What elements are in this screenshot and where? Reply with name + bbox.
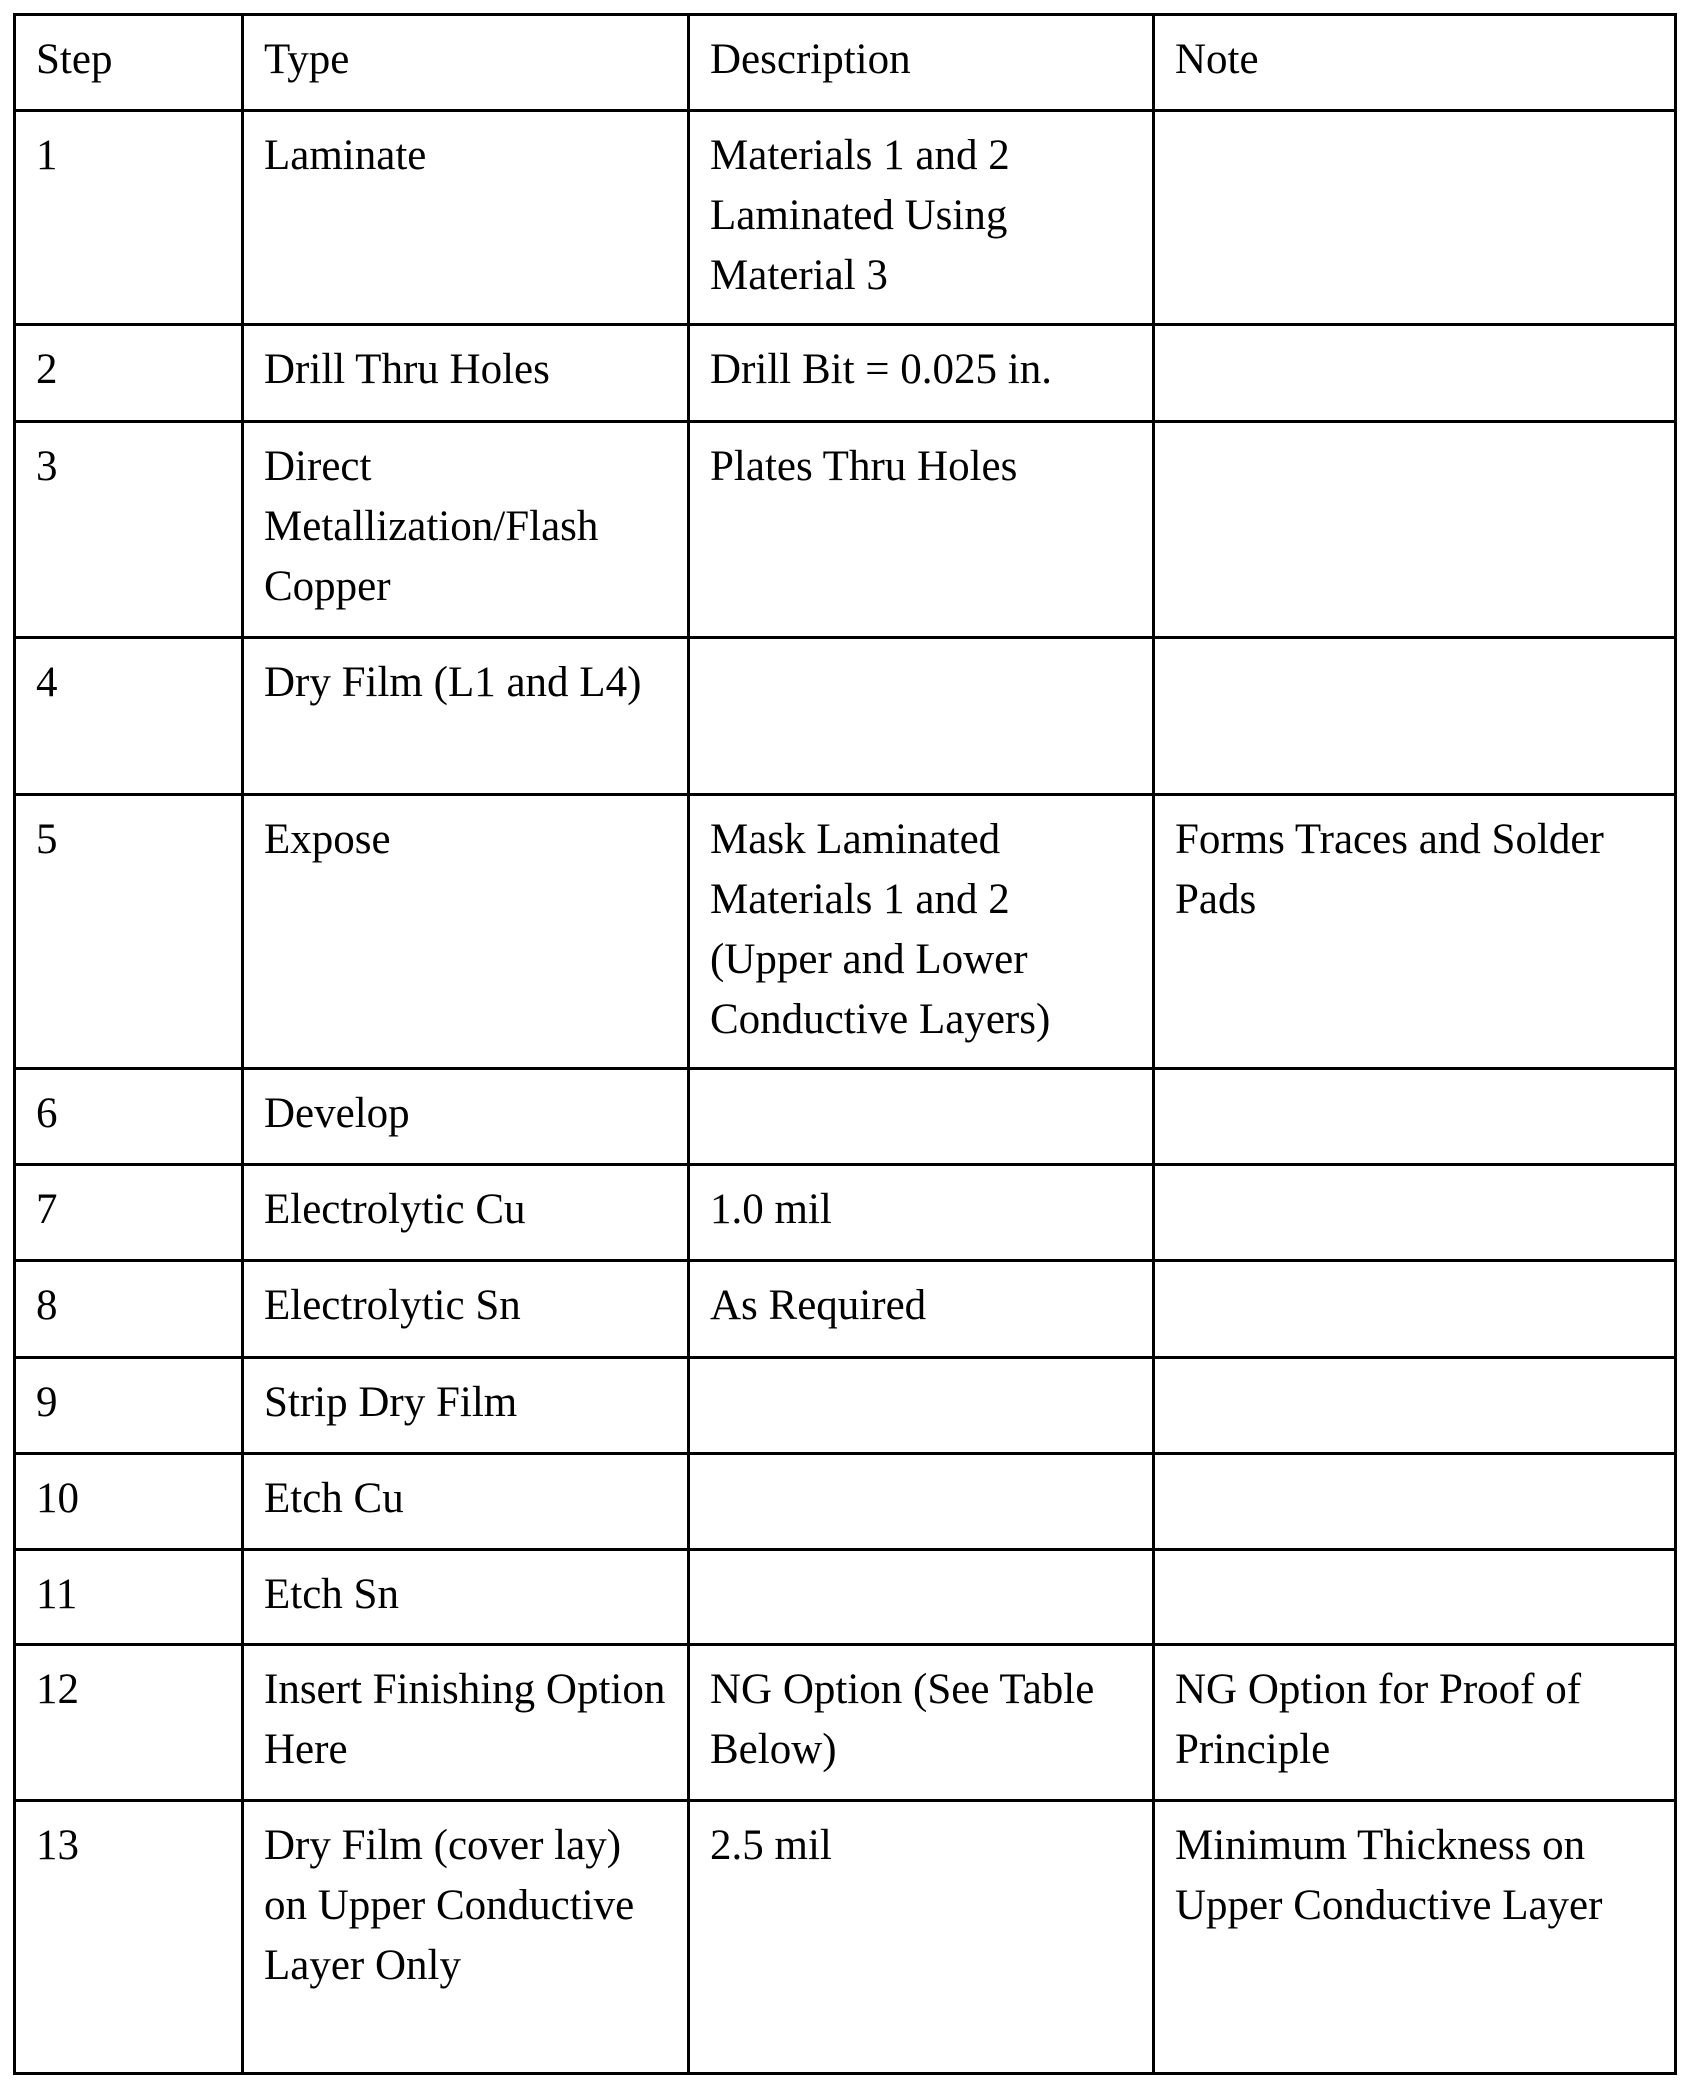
header-type: Type (243, 15, 689, 111)
table-row (15, 795, 1676, 1069)
cell-type: Develop (243, 1069, 689, 1165)
cell-note: Minimum Thickness on Upper Conductive Layer (1154, 1801, 1676, 2074)
cell-description: Materials 1 and 2 Laminated Using Material 3 (689, 111, 1154, 325)
cell-step: 11 (15, 1550, 243, 1645)
cell-type: Laminate (243, 111, 689, 325)
header-note: Note (1154, 15, 1676, 111)
cell-note (1154, 111, 1676, 325)
table-row (15, 325, 1676, 422)
table-row (15, 422, 1676, 638)
table-row (15, 111, 1676, 325)
header-description: Description (689, 15, 1154, 111)
cell-description: 1.0 mil (689, 1165, 1154, 1261)
cell-description (689, 638, 1154, 795)
cell-step: 5 (15, 795, 243, 1069)
cell-step: 9 (15, 1358, 243, 1454)
cell-note: Forms Traces and Solder Pads (1154, 795, 1676, 1069)
cell-step: 7 (15, 1165, 243, 1261)
table-row (15, 1454, 1676, 1550)
header-step: Step (15, 15, 243, 111)
cell-description: Mask Laminated Materials 1 and 2 (Upper and Lower Conductive Layers) (689, 795, 1154, 1069)
cell-note (1154, 1550, 1676, 1645)
cell-type: Dry Film (cover lay) on Upper Conductive Layer Only (243, 1801, 689, 2074)
cell-type: Etch Sn (243, 1550, 689, 1645)
table-row (15, 1069, 1676, 1165)
cell-type: Electrolytic Cu (243, 1165, 689, 1261)
cell-type: Insert Finishing Option Here (243, 1645, 689, 1801)
cell-step: 10 (15, 1454, 243, 1550)
process-steps-table (13, 13, 1677, 2075)
cell-step: 2 (15, 325, 243, 422)
cell-type: Direct Metallization/Flash Copper (243, 422, 689, 638)
cell-step: 6 (15, 1069, 243, 1165)
cell-type: Etch Cu (243, 1454, 689, 1550)
cell-description (689, 1069, 1154, 1165)
cell-note (1154, 325, 1676, 422)
cell-type: Electrolytic Sn (243, 1261, 689, 1358)
cell-step: 4 (15, 638, 243, 795)
cell-note (1154, 638, 1676, 795)
table-row (15, 1358, 1676, 1454)
cell-note (1154, 422, 1676, 638)
cell-description (689, 1454, 1154, 1550)
cell-step: 8 (15, 1261, 243, 1358)
table-row (15, 1645, 1676, 1801)
cell-note (1154, 1069, 1676, 1165)
cell-step: 13 (15, 1801, 243, 2074)
cell-description: Plates Thru Holes (689, 422, 1154, 638)
cell-type: Strip Dry Film (243, 1358, 689, 1454)
cell-type: Expose (243, 795, 689, 1069)
cell-step: 3 (15, 422, 243, 638)
table-row (15, 1550, 1676, 1645)
cell-note (1154, 1261, 1676, 1358)
cell-description: Drill Bit = 0.025 in. (689, 325, 1154, 422)
cell-note (1154, 1358, 1676, 1454)
cell-note (1154, 1165, 1676, 1261)
cell-description: As Required (689, 1261, 1154, 1358)
cell-note: NG Option for Proof of Principle (1154, 1645, 1676, 1801)
header-row (15, 15, 1676, 111)
table-row (15, 1261, 1676, 1358)
cell-description (689, 1550, 1154, 1645)
cell-description: NG Option (See Table Below) (689, 1645, 1154, 1801)
table-row (15, 638, 1676, 795)
cell-description: 2.5 mil (689, 1801, 1154, 2074)
cell-step: 1 (15, 111, 243, 325)
cell-description (689, 1358, 1154, 1454)
cell-type: Drill Thru Holes (243, 325, 689, 422)
cell-note (1154, 1454, 1676, 1550)
table-row (15, 1165, 1676, 1261)
cell-step: 12 (15, 1645, 243, 1801)
cell-type: Dry Film (L1 and L4) (243, 638, 689, 795)
table-row (15, 1801, 1676, 2074)
